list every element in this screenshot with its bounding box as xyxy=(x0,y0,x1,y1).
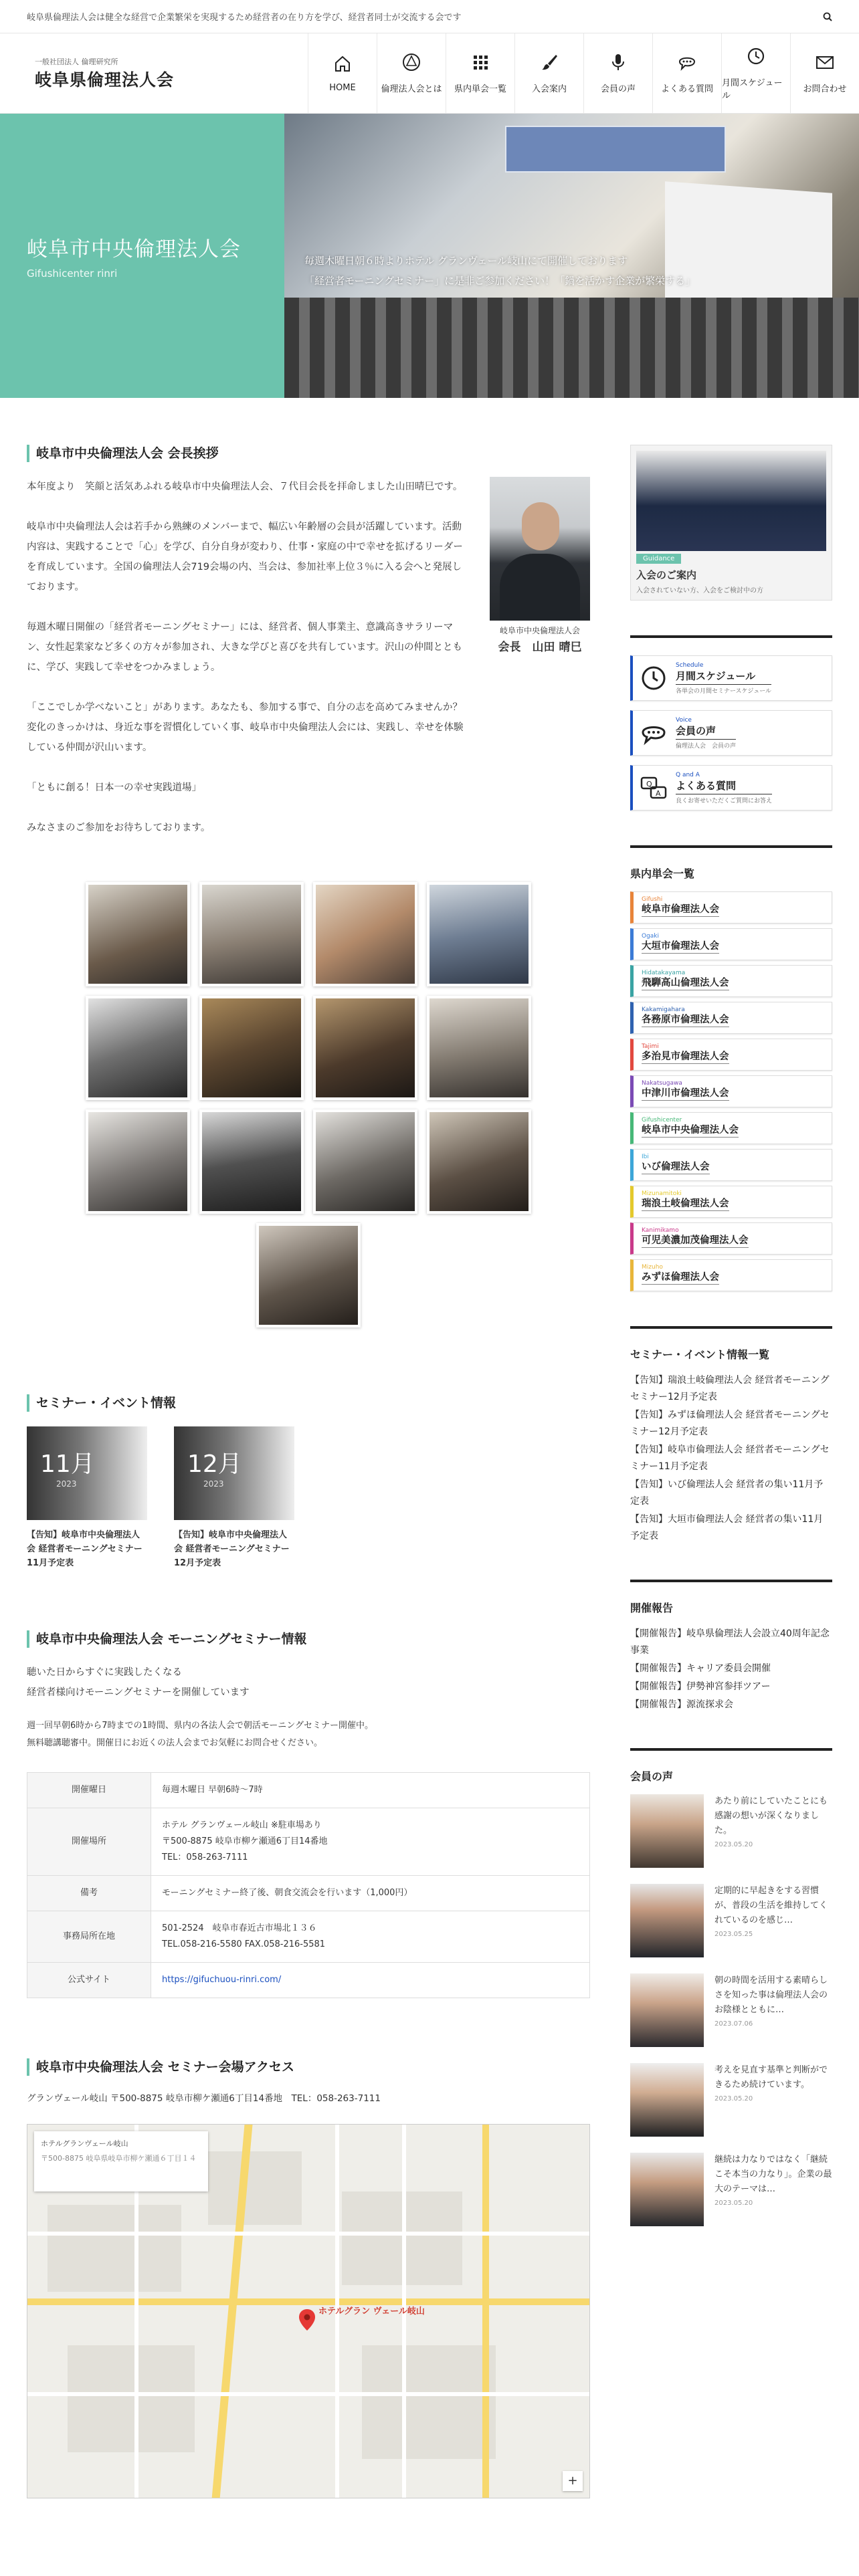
event-link[interactable]: 【告知】みずほ倫理法人会 経営者モーニングセミナー12月予定表 xyxy=(630,1410,830,1437)
greeting xyxy=(27,477,590,858)
branch-romaji: Kakamigahara xyxy=(642,1006,685,1013)
nav-branches-label: 県内単会一覧 xyxy=(454,84,506,94)
map-card-title: ホテルグランヴェール岐山 xyxy=(41,2139,128,2148)
button-label: よくある質問 xyxy=(676,778,772,794)
table-value-line: TEL：058-263-7111 xyxy=(162,1852,248,1862)
official-site-link[interactable]: https://gifuchuou-rinri.com/ xyxy=(162,1975,282,1985)
hero-text xyxy=(304,251,695,291)
access-address: グランヴェール岐山 〒500-8875 岐阜市柳ケ瀬通6丁目14番地 TEL：058-263-7111 xyxy=(27,2093,381,2104)
button-label: 月間スケジュール xyxy=(676,669,771,685)
voice-item[interactable] xyxy=(630,2063,832,2137)
gallery-photo[interactable] xyxy=(86,996,190,1100)
branch-name: 岐阜市倫理法人会 xyxy=(642,903,719,917)
main-column xyxy=(27,445,590,2498)
table-value-line: 〒500-8875 岐阜市柳ケ瀬通6丁目14番地 xyxy=(162,1836,328,1846)
hero-line-2: 「経営者モーニングセミナー」に是非ご参加ください！「鍋を活かす企業が繁栄する」 xyxy=(304,275,696,287)
brush-icon xyxy=(539,52,559,72)
greeting-paragraph: 本年度より 笑顔と活気あふれる岐阜市中央倫理法人会、７代目会長を拝命しました山田晴巳です。 xyxy=(27,481,463,492)
nav-about-label: 倫理法人会とは xyxy=(381,84,442,94)
branch-romaji: Gifushi xyxy=(642,896,663,903)
voice-date: 2023.05.20 xyxy=(714,1841,753,1848)
greeting-paragraph: 「ここでしか学べないこと」があります。あなたも、参加する事で、自分の志を高めてみませんか？変化のきっかけは、身近な事を習慣化していく事、岐阜市中央倫理法人会には、実践し、幸せを体験している仲間が沢山います。 xyxy=(27,702,464,753)
branch-romaji: Hidatakayama xyxy=(642,970,686,976)
table-value xyxy=(151,1963,590,1998)
greeting-paragraph: 「ともに創る！日本一の幸せ実践道場」 xyxy=(27,782,201,793)
voice-text: 継続は力なりではなく「継続こそ本当の力なり」。企業の最大のテーマは… xyxy=(714,2155,832,2194)
event-card[interactable] xyxy=(174,1426,294,1570)
event-link[interactable]: 【告知】大垣市倫理法人会 経営者の集い11月予定表 xyxy=(630,1514,824,1541)
nav-voices-label: 会員の声 xyxy=(600,84,636,94)
map-card-address: 〒500-8875 岐阜県岐阜市柳ケ瀬通６丁目１４ xyxy=(41,2154,197,2163)
seminar-lead-2: 経営者様向けモーニングセミナーを開催しています xyxy=(27,1687,250,1698)
gallery-photo[interactable] xyxy=(86,1109,190,1214)
branch-romaji: Kanimikamo xyxy=(642,1227,679,1234)
table-value xyxy=(151,1773,590,1808)
voice-avatar xyxy=(630,2153,704,2226)
svg-text:Q: Q xyxy=(646,780,652,788)
nav-voices[interactable] xyxy=(583,33,652,113)
branch-name: 瑞浪土岐倫理法人会 xyxy=(642,1197,729,1211)
gallery-photo[interactable] xyxy=(427,882,531,986)
sidebar xyxy=(630,445,832,2498)
seminar-section xyxy=(27,1630,590,1998)
nav-faq[interactable] xyxy=(652,33,721,113)
nav-schedule-label: 月間スケジュール xyxy=(722,78,783,101)
table-key: 備考 xyxy=(27,1876,151,1911)
branch-name: 多治見市倫理法人会 xyxy=(642,1050,729,1064)
event-link[interactable]: 【告知】瑞浪土岐倫理法人会 経営者モーニングセミナー12月予定表 xyxy=(630,1375,830,1402)
table-value-line: 毎週木曜日 早朝6時〜7時 xyxy=(162,1785,263,1795)
seminar-lead-1: 聴いた日からすぐに実践したくなる xyxy=(27,1667,182,1678)
chat-bubble-icon xyxy=(677,52,697,72)
voice-text: 定期的に早起きをする習慣が、普段の生活を維持してくれているのを感じ… xyxy=(714,1886,828,1925)
portrait-caption-org: 岐阜市中央倫理法人会 xyxy=(499,626,580,635)
table-row xyxy=(27,1773,590,1808)
events-section xyxy=(27,1394,590,1570)
voice-avatar xyxy=(630,1884,704,1957)
report-link[interactable]: 【開催報告】岐阜県倫理法人会設立40周年記念事業 xyxy=(630,1628,830,1656)
branch-link[interactable] xyxy=(630,891,832,924)
branch-romaji: Nakatsugawa xyxy=(642,1080,682,1087)
branch-name: 可児美濃加茂倫理法人会 xyxy=(642,1234,749,1248)
access-heading: 岐阜市中央倫理法人会 セミナー会場アクセス xyxy=(27,2058,590,2076)
gallery-photo[interactable] xyxy=(256,1223,361,1327)
portrait-caption-name: 会長 山田 晴巳 xyxy=(498,641,582,654)
voice-date: 2023.05.20 xyxy=(714,2199,753,2207)
branch-romaji: Gifushicenter xyxy=(642,1117,682,1123)
hero-title: 岐阜市中央倫理法人会 xyxy=(27,237,241,261)
button-en: Voice xyxy=(676,716,692,724)
table-key: 開催場所 xyxy=(27,1808,151,1876)
gallery-photo[interactable] xyxy=(427,996,531,1100)
mail-icon xyxy=(815,52,835,72)
voice-text: あたり前にしていたことにも感謝の想いが深くなりました。 xyxy=(714,1796,828,1836)
greeting-text xyxy=(27,477,470,858)
faq-button[interactable] xyxy=(630,765,832,811)
branch-romaji: Mizuho xyxy=(642,1264,663,1271)
report-link[interactable]: 【開催報告】伊勢神宮参拝ツアー xyxy=(630,1681,771,1692)
event-month: 12月 xyxy=(187,1451,242,1478)
schedule-button[interactable] xyxy=(630,655,832,701)
hero xyxy=(0,114,859,398)
grid-icon xyxy=(470,52,490,72)
branch-link[interactable] xyxy=(630,1039,832,1071)
table-row xyxy=(27,1808,590,1876)
voice-avatar xyxy=(630,2063,704,2137)
table-row xyxy=(27,1911,590,1963)
table-key: 開催曜日 xyxy=(27,1773,151,1808)
nav-contact[interactable] xyxy=(790,33,859,113)
voice-avatar xyxy=(630,1973,704,2047)
nav-faq-label: よくある質問 xyxy=(660,84,713,94)
greeting-paragraph: 毎週木曜日開催の「経営者モーニングセミナー」には、経営者、個人事業主、意識高きサラリーマン、女性起業家など多くの方々が参加され、大きな学びと喜びを共有しています。沢山の仲間とともに、学び、実践して幸せをつかみましょう。 xyxy=(27,622,463,673)
table-value xyxy=(151,1911,590,1963)
voice-item[interactable] xyxy=(630,2153,832,2226)
voice-item[interactable] xyxy=(630,1884,832,1957)
branch-link[interactable] xyxy=(630,1259,832,1291)
report-link-list xyxy=(630,1626,832,1713)
seminar-info-table xyxy=(27,1772,590,1998)
greeting-heading: 岐阜市中央倫理法人会 会長挨拶 xyxy=(27,445,590,462)
table-value xyxy=(151,1808,590,1876)
divider xyxy=(630,1580,832,1582)
table-value-line: ホテル グランヴェール岐山 ※駐車場あり xyxy=(162,1820,322,1830)
guide-photo xyxy=(636,451,826,551)
site-header xyxy=(0,33,859,114)
access-section xyxy=(27,2058,590,2498)
gallery-photo[interactable] xyxy=(313,1109,417,1214)
event-year: 2023 xyxy=(203,1479,224,1489)
seminar-note-2: 無料聴講聴審中。開催日にお近くの法人会までお気軽にお問合せください。 xyxy=(27,1738,323,1748)
event-link[interactable]: 【告知】いび倫理法人会 経営者の集い11月予定表 xyxy=(630,1479,824,1507)
president-portrait xyxy=(490,477,590,858)
branch-link[interactable] xyxy=(630,965,832,997)
branch-link[interactable] xyxy=(630,1222,832,1255)
branches-title: 県内単会一覧 xyxy=(630,867,695,880)
clock-icon xyxy=(746,46,766,66)
table-value-line: TEL.058-216-5580 FAX.058-216-5581 xyxy=(162,1939,326,1949)
event-link[interactable]: 【告知】岐阜市倫理法人会 経営者モーニングセミナー11月予定表 xyxy=(630,1444,830,1472)
branch-romaji: Mizunamitoki xyxy=(642,1190,682,1197)
event-link-list xyxy=(630,1372,832,1545)
branch-name: 岐阜市中央倫理法人会 xyxy=(642,1123,739,1138)
venue-map[interactable] xyxy=(27,2124,590,2498)
reports-title: 開催報告 xyxy=(630,1602,674,1614)
event-year: 2023 xyxy=(56,1479,77,1489)
hero-audience xyxy=(284,298,859,398)
gallery-photo[interactable] xyxy=(313,882,417,986)
branch-list xyxy=(630,891,832,1291)
voice-item[interactable] xyxy=(630,1973,832,2047)
guide-tag: Guidance xyxy=(636,554,681,564)
button-en: Q and A xyxy=(676,771,700,778)
divider xyxy=(630,1748,832,1751)
home-icon xyxy=(332,53,353,74)
gallery-photo[interactable] xyxy=(86,882,190,986)
divider xyxy=(630,635,832,638)
branch-link[interactable] xyxy=(630,1002,832,1034)
voice-text: 朝の時間を活用する素晴らしさを知った事は倫理法人会のお陰様とともに… xyxy=(714,1975,828,2015)
gallery-photo[interactable] xyxy=(313,996,417,1100)
logo-main: 岐阜県倫理法人会 xyxy=(35,70,175,90)
site-logo[interactable] xyxy=(0,33,194,113)
gallery-photo[interactable] xyxy=(427,1109,531,1214)
voices-title: 会員の声 xyxy=(630,1770,674,1783)
nav-join-label: 入会案内 xyxy=(531,84,567,94)
branch-name: いび倫理法人会 xyxy=(642,1160,710,1174)
nav-schedule[interactable] xyxy=(721,33,790,113)
hero-title-panel xyxy=(0,114,284,398)
voice-date: 2023.07.06 xyxy=(714,2020,753,2028)
hero-banner xyxy=(505,126,726,173)
nav-about[interactable] xyxy=(377,33,446,113)
button-en: Schedule xyxy=(676,661,704,669)
microphone-icon xyxy=(608,52,628,72)
clock-icon xyxy=(640,664,668,692)
seminar-note-1: 週一回早朝6時から7時までの1時間、県内の各法人会で朝活モーニングセミナー開催中。 xyxy=(27,1721,374,1731)
main-nav xyxy=(194,33,859,113)
topbar-text: 岐阜県倫理法人会は健全な経営で企業繁栄を実現するため経営者の在り方を学び、経営者同士が交流する会です xyxy=(27,13,462,23)
table-value-line: モーニングセミナー終了後、朝食交流会を行います（1,000円） xyxy=(162,1888,413,1898)
map-info-card xyxy=(34,2131,208,2191)
photo-gallery xyxy=(27,882,590,1327)
greeting-paragraph: みなさまのご参加をお待ちしております。 xyxy=(27,823,211,833)
guide-title: 入会のご案内 xyxy=(636,569,697,581)
event-card[interactable] xyxy=(27,1426,147,1570)
events-heading: セミナー・イベント情報 xyxy=(27,1394,590,1412)
branch-name: 各務原市倫理法人会 xyxy=(642,1013,729,1027)
button-desc: 各単会の月間セミナースケジュール xyxy=(676,687,772,695)
voice-list xyxy=(630,1794,832,2226)
zoom-in-button[interactable]: + xyxy=(563,2471,583,2491)
branch-link[interactable] xyxy=(630,1149,832,1181)
nav-branches[interactable] xyxy=(446,33,514,113)
hero-photo xyxy=(284,114,859,398)
table-key: 公式サイト xyxy=(27,1963,151,1998)
qa-icon xyxy=(640,774,668,802)
voice-date: 2023.05.20 xyxy=(714,2095,753,2103)
nav-home-label: HOME xyxy=(329,83,356,93)
chat-bubble-icon xyxy=(640,719,668,747)
branch-name: 飛騨高山倫理法人会 xyxy=(642,976,729,990)
branch-romaji: Tajimi xyxy=(642,1043,659,1050)
branch-name: みずほ倫理法人会 xyxy=(642,1271,719,1285)
nav-join[interactable] xyxy=(514,33,583,113)
event-title[interactable]: 【告知】岐阜市中央倫理法人会 経営者モーニングセミナー12月予定表 xyxy=(174,1530,290,1568)
button-desc: 倫理法人会 会員の声 xyxy=(676,742,737,750)
event-month: 11月 xyxy=(40,1451,95,1478)
emblem-icon xyxy=(401,52,421,72)
button-label: 会員の声 xyxy=(676,724,736,740)
button-desc: 良くお寄せいただくご質問にお答え xyxy=(676,797,773,804)
event-title[interactable]: 【告知】岐阜市中央倫理法人会 経営者モーニングセミナー11月予定表 xyxy=(27,1530,142,1568)
divider xyxy=(630,845,832,848)
report-link[interactable]: 【開催報告】源流探求会 xyxy=(630,1699,733,1710)
portrait-photo xyxy=(490,477,590,621)
branch-link[interactable] xyxy=(630,1112,832,1144)
greeting-paragraph: 岐阜市中央倫理法人会は若手から熟練のメンバーまで、幅広い年齢層の会員が活躍しています。活動内容は、実践することで「心」を学び、自分自身が変わり、仕事・家庭の中で幸せを拡げるリーダーを育成しています。全国の倫理法人会719会場の内、当会は、参加社率上位３％に入る会へと発展しております。 xyxy=(27,522,463,593)
guide-desc: 入会されていない方、入会をご検討中の方 xyxy=(636,587,763,595)
report-link[interactable]: 【開催報告】キャリア委員会開催 xyxy=(630,1663,771,1674)
branch-link[interactable] xyxy=(630,1186,832,1218)
table-row xyxy=(27,1876,590,1911)
branch-link[interactable] xyxy=(630,1075,832,1107)
seminar-note xyxy=(27,1717,590,1752)
nav-home[interactable] xyxy=(308,33,377,113)
branch-romaji: Ogaki xyxy=(642,933,660,940)
gallery-photo[interactable] xyxy=(199,882,304,986)
event-thumbnail xyxy=(174,1426,294,1520)
seminar-heading: 岐阜市中央倫理法人会 モーニングセミナー情報 xyxy=(27,1630,590,1648)
map-pin-label: ホテルグラン ヴェール岐山 xyxy=(318,2306,425,2317)
voice-date: 2023.05.25 xyxy=(714,1931,753,1938)
gallery-photo[interactable] xyxy=(199,1109,304,1214)
table-key: 事務局所在地 xyxy=(27,1911,151,1963)
table-row xyxy=(27,1963,590,1998)
event-list-title: セミナー・イベント情報一覧 xyxy=(630,1348,770,1361)
voices-button[interactable] xyxy=(630,710,832,756)
divider xyxy=(630,1326,832,1329)
nav-contact-label: お問合わせ xyxy=(803,84,847,94)
svg-text:A: A xyxy=(656,789,661,798)
map-pin-icon[interactable] xyxy=(298,2309,316,2331)
hero-subtitle: Gifushicenter rinri xyxy=(27,267,118,280)
branch-name: 大垣市倫理法人会 xyxy=(642,940,719,954)
voice-avatar xyxy=(630,1794,704,1868)
hero-line-1: 毎週木曜日朝６時よりホテル グランヴェール岐山にて開催しております xyxy=(304,255,628,267)
voice-text: 考えを見直す基準と判断ができるため続けています。 xyxy=(714,2065,828,2090)
voice-item[interactable] xyxy=(630,1794,832,1868)
event-thumbnail xyxy=(27,1426,147,1520)
gallery-photo[interactable] xyxy=(199,996,304,1100)
table-value-line: 501-2524 岐阜市春近古市場北１３６ xyxy=(162,1923,317,1933)
logo-sub: 一般社団法人 倫理研究所 xyxy=(35,57,118,66)
table-value xyxy=(151,1876,590,1911)
branch-link[interactable] xyxy=(630,928,832,960)
search-icon[interactable] xyxy=(823,12,832,21)
topbar xyxy=(0,0,859,33)
join-guide-banner[interactable] xyxy=(630,445,832,601)
branch-name: 中津川市倫理法人会 xyxy=(642,1087,729,1101)
branch-romaji: Ibi xyxy=(642,1154,649,1160)
